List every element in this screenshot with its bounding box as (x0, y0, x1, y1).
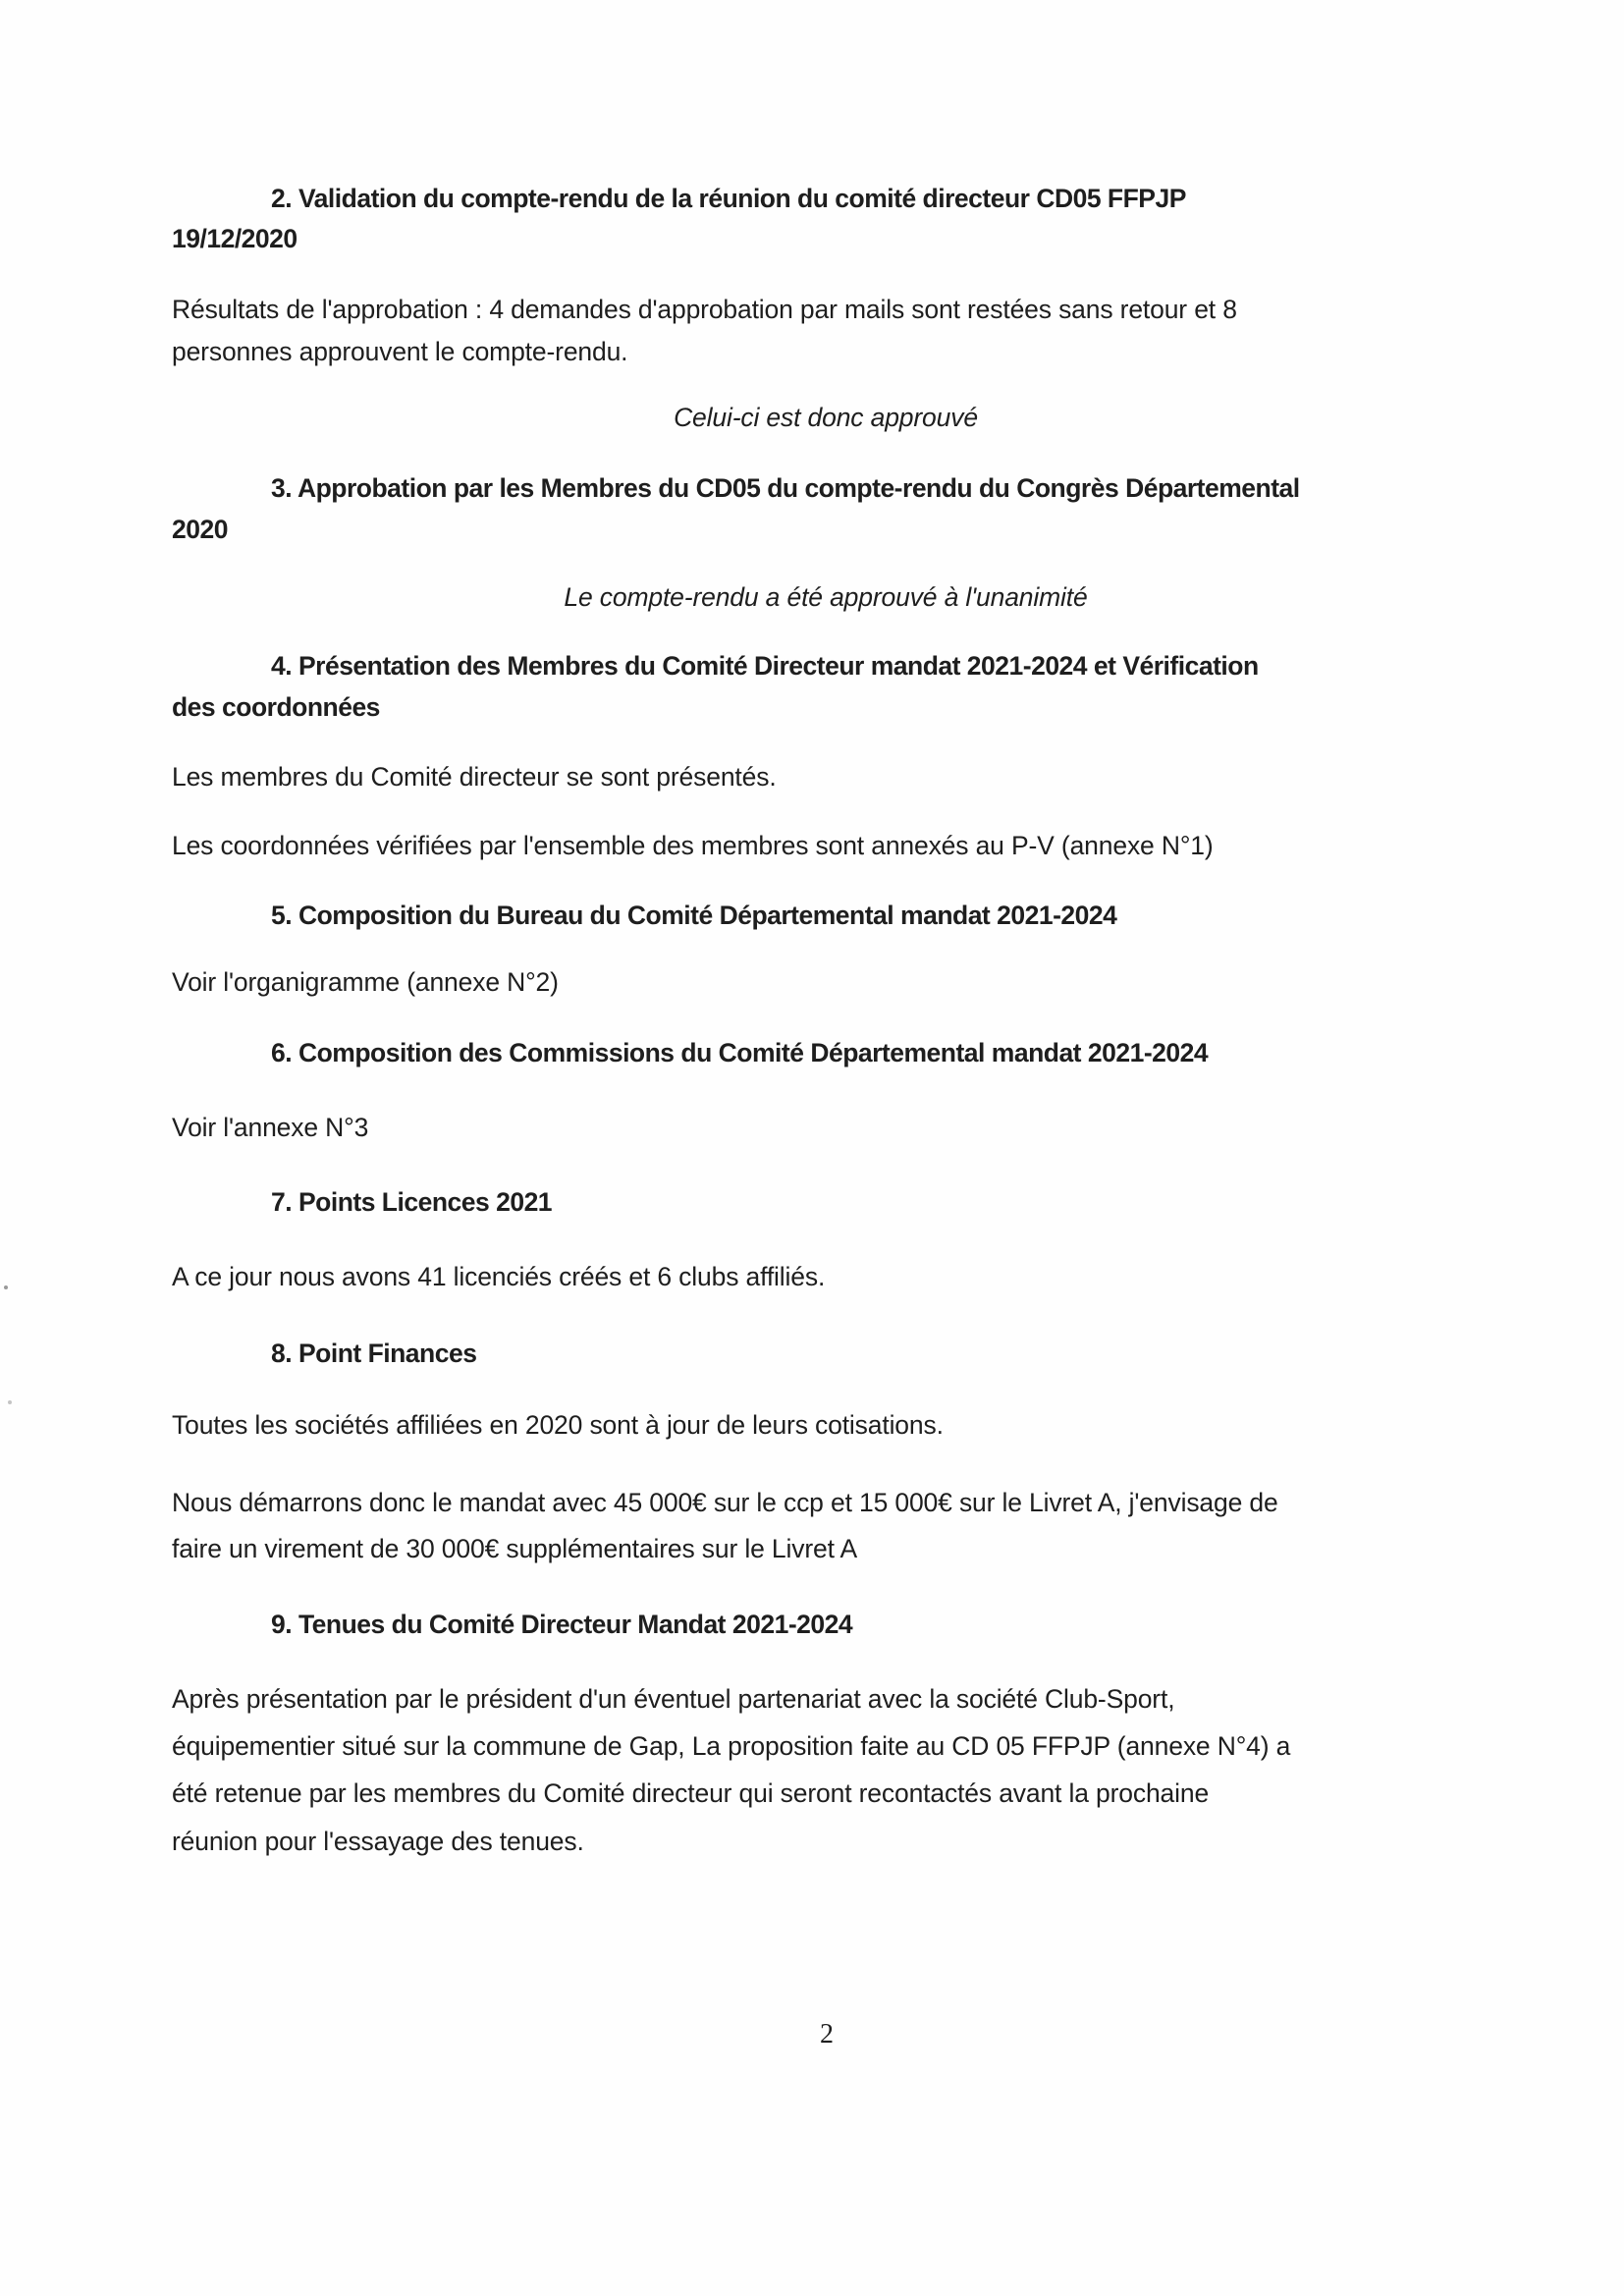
section-2-paragraph: Résultats de l'approbation : 4 demandes d'approbation par mails sont restées sans retour et 8 (172, 295, 1237, 324)
section-8-paragraph-2-cont: faire un virement de 30 000€ supplémentaires sur le Livret A (172, 1534, 858, 1563)
section-4-paragraph-2: Les coordonnées vérifiées par l'ensemble des membres sont annexés au P-V (annexe N°1) (172, 831, 1214, 860)
section-4-heading: 4. Présentation des Membres du Comité Directeur mandat 2021-2024 et Vérification (271, 651, 1259, 681)
section-3-heading-cont: 2020 (172, 515, 228, 544)
section-4-paragraph-1: Les membres du Comité directeur se sont présentés. (172, 762, 777, 792)
page-number: 2 (820, 2019, 834, 2050)
section-8-heading: 8. Point Finances (271, 1339, 477, 1368)
section-2-heading: 2. Validation du compte-rendu de la réunion du comité directeur CD05 FFPJP (271, 184, 1186, 213)
section-2-heading-cont: 19/12/2020 (172, 224, 298, 253)
section-9-paragraph-line-2: équipementier situé sur la commune de Gap, La proposition faite au CD 05 FFPJP (annexe N°4) a (172, 1731, 1291, 1761)
section-8-paragraph-1: Toutes les sociétés affiliées en 2020 sont à jour de leurs cotisations. (172, 1410, 944, 1440)
section-7-paragraph: A ce jour nous avons 41 licenciés créés et 6 clubs affiliés. (172, 1262, 826, 1291)
section-8-paragraph-2: Nous démarrons donc le mandat avec 45 000€ sur le ccp et 15 000€ sur le Livret A, j'envisage de (172, 1488, 1278, 1517)
section-3-heading: 3. Approbation par les Membres du CD05 du compte-rendu du Congrès Départemental (271, 473, 1300, 503)
section-9-paragraph-line-1: Après présentation par le président d'un éventuel partenariat avec la société Club-Sport, (172, 1684, 1175, 1714)
section-2-conclusion: Celui-ci est donc approuvé (674, 403, 978, 432)
section-9-heading: 9. Tenues du Comité Directeur Mandat 2021-2024 (271, 1610, 853, 1639)
section-3-conclusion: Le compte-rendu a été approuvé à l'unanimité (564, 582, 1088, 612)
scan-speck (8, 1400, 12, 1404)
section-6-paragraph: Voir l'annexe N°3 (172, 1113, 369, 1142)
section-4-heading-cont: des coordonnées (172, 692, 380, 722)
scan-speck (4, 1285, 8, 1289)
section-5-heading: 5. Composition du Bureau du Comité Départemental mandat 2021-2024 (271, 901, 1117, 930)
section-6-heading: 6. Composition des Commissions du Comité Départemental mandat 2021-2024 (271, 1038, 1209, 1067)
section-9-paragraph-line-3: été retenue par les membres du Comité directeur qui seront recontactés avant la prochaine (172, 1778, 1210, 1808)
section-9-paragraph-line-4: réunion pour l'essayage des tenues. (172, 1827, 584, 1856)
section-5-paragraph: Voir l'organigramme (annexe N°2) (172, 967, 559, 997)
section-7-heading: 7. Points Licences 2021 (271, 1187, 553, 1217)
section-2-paragraph-cont: personnes approuvent le compte-rendu. (172, 337, 628, 366)
